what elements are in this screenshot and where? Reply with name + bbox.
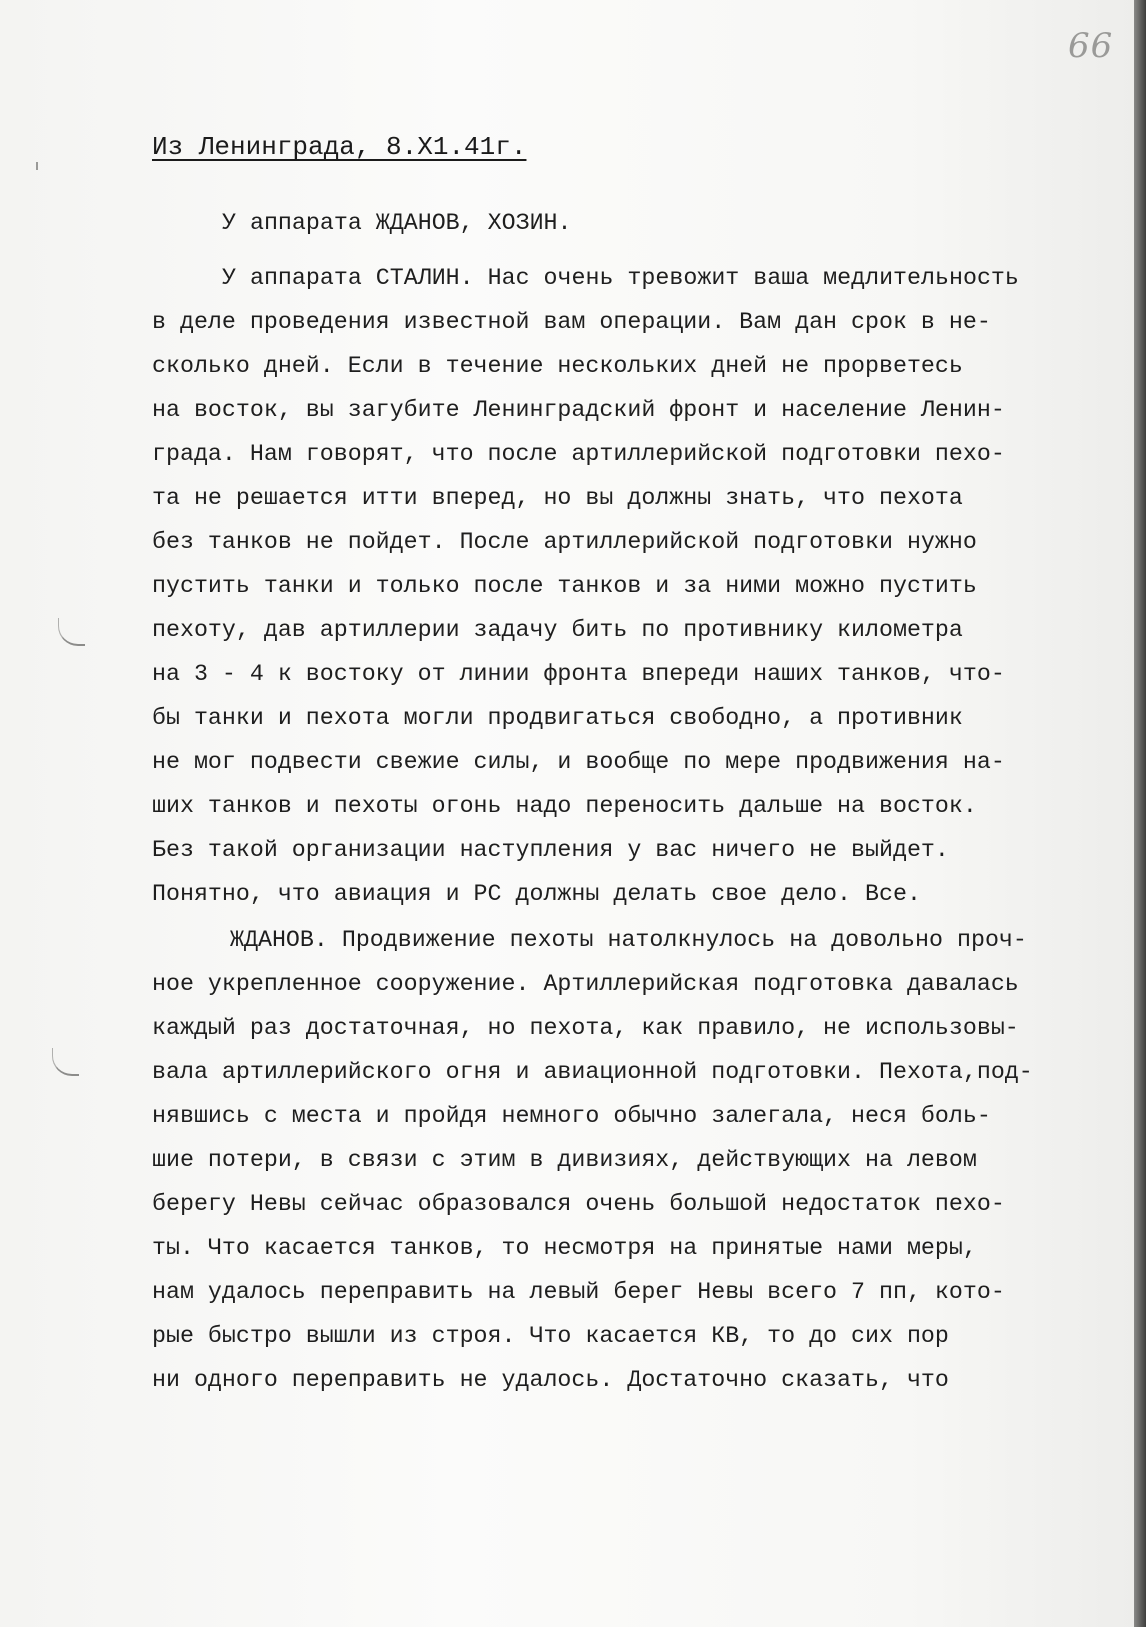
text-line: ни одного переправить не удалось. Достаточно сказать, что <box>152 1367 949 1393</box>
text-line: сколько дней. Если в течение нескольких дней не прорветесь <box>152 353 963 379</box>
text-line: У аппарата СТАЛИН. Нас очень тревожит ваша медлительность <box>222 265 1019 291</box>
page-edge-shadow <box>1134 0 1146 1627</box>
text-line: ное укрепленное сооружение. Артиллерийская подготовка давалась <box>152 971 1019 997</box>
text-line: нявшись с места и пройдя немного обычно залегала, неся боль- <box>152 1103 991 1129</box>
text-line: пехоту, дав артиллерии задачу бить по противнику километра <box>152 617 963 643</box>
text-line: ты. Что касается танков, то несмотря на принятые нами меры, <box>152 1235 977 1261</box>
text-line: нам удалось переправить на левый берег Невы всего 7 пп, кото- <box>152 1279 1005 1305</box>
text-line: не мог подвести свежие силы, и вообще по мере продвижения на- <box>152 749 1005 775</box>
text-line: на восток, вы загубите Ленинградский фронт и население Ленин- <box>152 397 1005 423</box>
text-line: града. Нам говорят, что после артиллерийской подготовки пехо- <box>152 441 1005 467</box>
text-line: ЖДАНОВ. Продвижение пехоты натолкнулось на довольно проч- <box>230 927 1027 953</box>
text-line: на 3 - 4 к востоку от линии фронта впереди наших танков, что- <box>152 661 1005 687</box>
document-heading: Из Ленинграда, 8.Х1.41г. <box>152 132 527 162</box>
text-line: без танков не пойдет. После артиллерийской подготовки нужно <box>152 529 977 555</box>
text-line: Без такой организации наступления у вас ничего не выйдет. <box>152 837 949 863</box>
text-line: в деле проведения известной вам операции. Вам дан срок в не- <box>152 309 991 335</box>
text-line: вала артиллерийского огня и авиационной подготовки. Пехота,под- <box>152 1059 1033 1085</box>
text-line: берегу Невы сейчас образовался очень большой недостаток пехо- <box>152 1191 1005 1217</box>
punch-hole-mark <box>52 1048 79 1076</box>
text-line: шие потери, в связи с этим в дивизиях, действующих на левом <box>152 1147 977 1173</box>
text-line: каждый раз достаточная, но пехота, как правило, не использовы- <box>152 1015 1019 1041</box>
text-line: У аппарата ЖДАНОВ, ХОЗИН. <box>222 210 572 236</box>
punch-hole-mark <box>58 618 85 646</box>
page-number: 66 <box>1068 26 1114 66</box>
scan-speck <box>36 162 38 170</box>
text-line: ших танков и пехоты огонь надо переносить дальше на восток. <box>152 793 977 819</box>
text-line: Понятно, что авиация и РС должны делать свое дело. Все. <box>152 881 921 907</box>
text-line: пустить танки и только после танков и за ними можно пустить <box>152 573 977 599</box>
text-line: бы танки и пехота могли продвигаться свободно, а противник <box>152 705 963 731</box>
text-line: рые быстро вышли из строя. Что касается КВ, то до сих пор <box>152 1323 949 1349</box>
text-line: та не решается итти вперед, но вы должны знать, что пехота <box>152 485 963 511</box>
